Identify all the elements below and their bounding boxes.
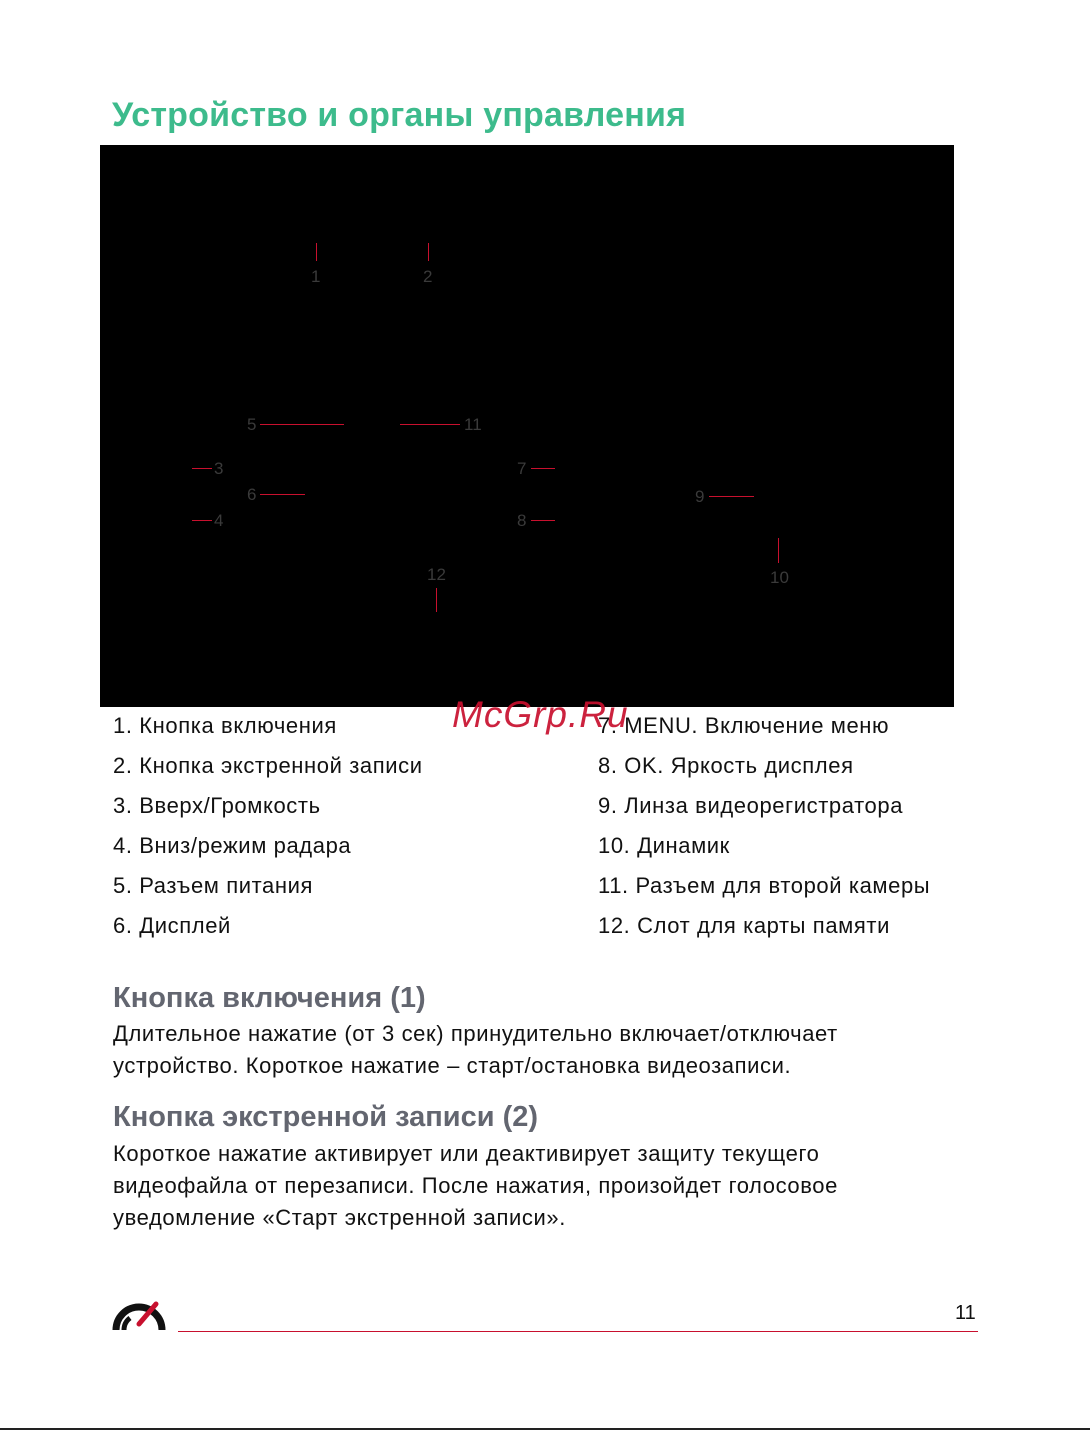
- callout-1: 1: [311, 267, 321, 286]
- legend-item-11: 11. Разъем для второй камеры: [598, 873, 931, 898]
- callout-9: 9: [695, 487, 705, 506]
- legend-item-3: 3. Вверх/Громкость: [113, 793, 321, 818]
- legend-item-7: 7. MENU. Включение меню: [598, 713, 890, 738]
- callout-6: 6: [247, 485, 257, 504]
- page-number: 11: [955, 1302, 976, 1324]
- callout-11: 11: [464, 415, 482, 434]
- section-line: уведомление «Старт экстренной записи».: [113, 1205, 566, 1230]
- callout-4: 4: [214, 511, 224, 530]
- section-heading-power-button: Кнопка включения (1): [113, 982, 426, 1014]
- section-line: Короткое нажатие активирует или деактивирует защиту текущего: [113, 1141, 820, 1166]
- page-title: Устройство и органы управления: [112, 96, 687, 134]
- callout-leader-4: [192, 520, 212, 521]
- watermark: McGrp.Ru: [452, 694, 629, 735]
- callout-leader-7: [531, 468, 555, 469]
- callout-leader-11: [400, 424, 460, 425]
- callout-leader-9: [709, 496, 754, 497]
- callout-leader-1: [316, 243, 317, 261]
- legend-item-2: 2. Кнопка экстренной записи: [113, 753, 423, 778]
- callout-leader-5: [260, 424, 344, 425]
- callout-10: 10: [770, 568, 789, 587]
- section-body-power-button: [113, 1018, 973, 1082]
- section-heading-emergency-button: Кнопка экстренной записи (2): [113, 1101, 539, 1133]
- callout-leader-8: [531, 520, 555, 521]
- callout-leader-10: [778, 538, 779, 563]
- callout-3: 3: [214, 459, 224, 478]
- legend-item-12: 12. Слот для карты памяти: [598, 913, 890, 938]
- speedometer-icon: [110, 1294, 168, 1334]
- section-line: устройство. Короткое нажатие – старт/остановка видеозаписи.: [113, 1053, 792, 1078]
- legend-item-8: 8. OK. Яркость дисплея: [598, 753, 854, 778]
- legend-item-10: 10. Динамик: [598, 833, 730, 858]
- section-line: видеофайла от перезаписи. После нажатия, произойдет голосовое: [113, 1173, 838, 1198]
- callout-8: 8: [517, 511, 527, 530]
- callout-leader-12: [436, 588, 437, 612]
- section-body-emergency-button: [113, 1138, 973, 1234]
- legend-item-1: 1. Кнопка включения: [113, 713, 337, 738]
- callout-leader-3: [192, 468, 212, 469]
- callout-7: 7: [517, 459, 527, 478]
- legend-item-6: 6. Дисплей: [113, 913, 231, 938]
- callout-2: 2: [423, 267, 433, 286]
- callout-12: 12: [427, 565, 446, 584]
- legend-item-5: 5. Разъем питания: [113, 873, 314, 898]
- callout-leader-6: [260, 494, 305, 495]
- callout-5: 5: [247, 415, 257, 434]
- legend-item-9: 9. Линза видеорегистратора: [598, 793, 904, 818]
- section-line: Длительное нажатие (от 3 сек) принудительно включает/отключает: [113, 1021, 838, 1046]
- callout-leader-2: [428, 243, 429, 261]
- device-figure: [100, 145, 954, 707]
- footer-rule: [178, 1331, 978, 1332]
- legend-item-4: 4. Вниз/режим радара: [113, 833, 352, 858]
